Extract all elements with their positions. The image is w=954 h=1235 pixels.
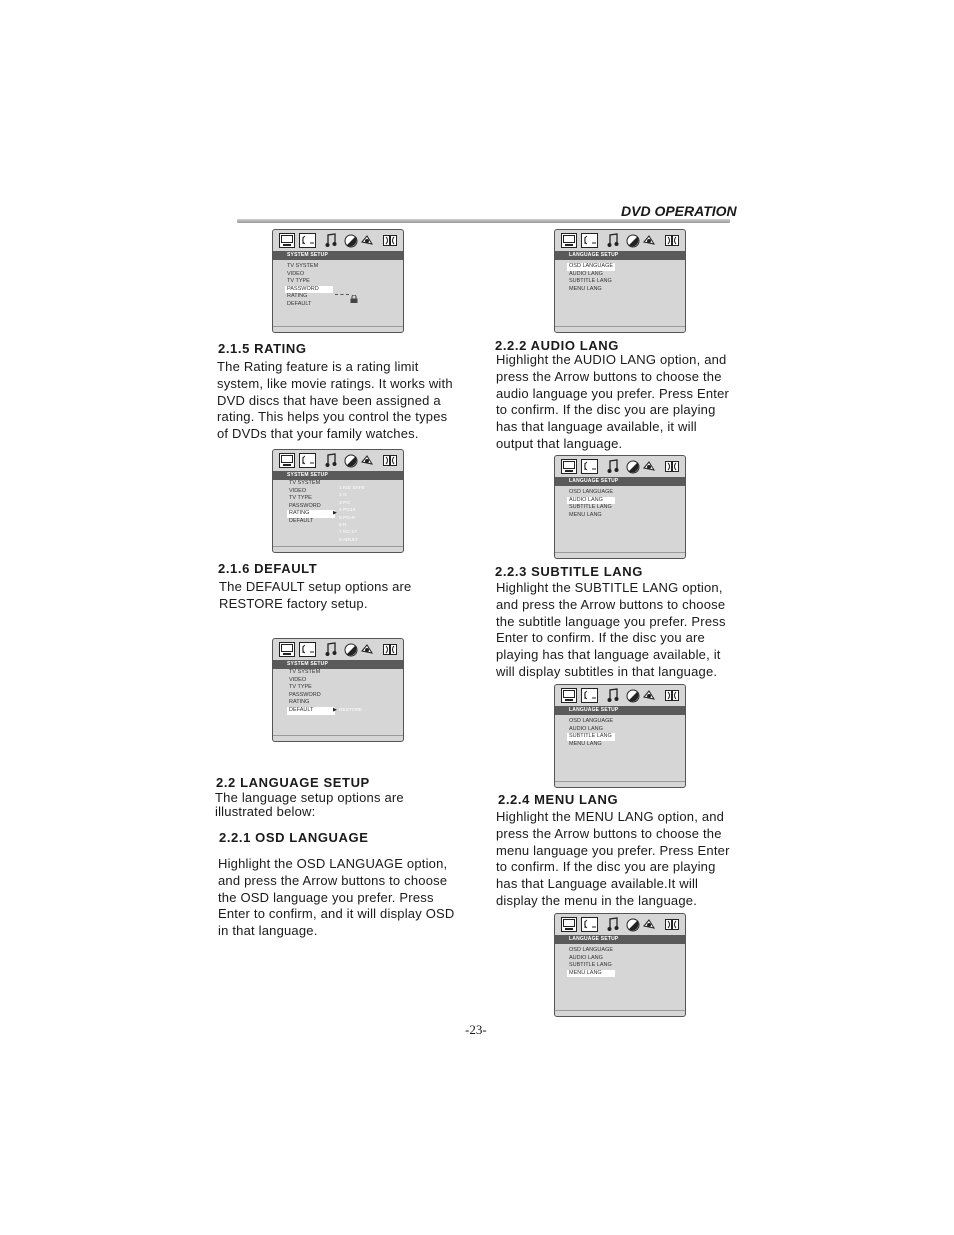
speaker-icon <box>360 642 374 657</box>
rating-option: 2 G <box>339 493 347 499</box>
menu-item: DEFAULT <box>289 517 314 524</box>
menu-item: OSD LANGUAGE <box>569 947 614 953</box>
menu-footer-line <box>555 781 685 782</box>
osd-language-heading: 2.2.1 OSD LANGUAGE <box>219 830 369 845</box>
menu-title: SYSTEM SETUP <box>287 472 329 478</box>
dolby-icon <box>664 459 680 474</box>
rating-option: 3 PG <box>339 500 350 506</box>
restore-option: RESTORE <box>339 708 363 713</box>
audio-lang-body: Highlight the AUDIO LANG option, and press the Arrow buttons to choose the audio language you prefer. Press Enter to confirm. If the disc you are playing has that language available, it will output that language. <box>496 352 730 451</box>
monitor-icon <box>561 233 577 248</box>
music-note-icon <box>325 453 337 468</box>
menu-item: SUBTITLE LANG <box>569 504 612 511</box>
osd-language-screen-menu <box>554 913 686 1017</box>
subtitle-lang-heading: 2.2.3 SUBTITLE LANG <box>495 564 643 579</box>
dolby-icon <box>664 233 680 248</box>
menu-title-bar <box>273 471 403 480</box>
rating-body: The Rating feature is a rating limit system, like movie ratings. It works with DVD discs that have been assigned a rating. This helps you control the types of DVDs that your family watches. <box>217 359 453 442</box>
menu-title-bar <box>555 251 685 260</box>
menu-item: DEFAULT <box>287 707 335 715</box>
speaker-icon <box>360 453 374 468</box>
speaker-icon <box>642 233 656 248</box>
menu-item: PASSWORD <box>285 286 333 294</box>
osd-language-screen-subtitle <box>554 684 686 788</box>
person-speaker-icon <box>581 459 598 474</box>
menu-title: LANGUAGE SETUP <box>569 478 619 484</box>
monitor-icon <box>561 917 577 932</box>
menu-title-bar <box>555 706 685 715</box>
contrast-icon <box>344 453 358 468</box>
lock-icon <box>350 290 358 308</box>
menu-item: TV TYPE <box>289 684 312 691</box>
menu-item: OSD LANGUAGE <box>569 489 614 495</box>
menu-title: LANGUAGE SETUP <box>569 936 619 942</box>
menu-item: MENU LANG <box>569 740 602 747</box>
password-connector <box>335 294 349 295</box>
rating-heading: 2.1.5 RATING <box>218 341 307 356</box>
speaker-icon <box>642 917 656 932</box>
menu-item: VIDEO <box>289 676 307 683</box>
menu-item: DEFAULT <box>287 300 312 307</box>
page-header-title: DVD OPERATION <box>621 203 737 219</box>
contrast-icon <box>344 642 358 657</box>
speaker-icon <box>360 233 374 248</box>
menu-footer-line <box>273 546 403 547</box>
menu-item: AUDIO LANG <box>567 497 615 505</box>
menu-footer-line <box>273 326 403 327</box>
rating-option: 1 KID SAFE <box>339 486 365 491</box>
music-note-icon <box>607 917 619 932</box>
monitor-icon <box>561 459 577 474</box>
dolby-icon <box>664 688 680 703</box>
monitor-icon <box>279 453 295 468</box>
menu-footer-line <box>555 1010 685 1011</box>
menu-item: RATING <box>289 699 310 706</box>
language-setup-heading: 2.2 LANGUAGE SETUP <box>216 775 370 790</box>
contrast-icon <box>626 233 640 248</box>
menu-item: MENU LANG <box>567 970 615 978</box>
menu-item: OSD LANGUAGE <box>569 718 614 724</box>
rating-options <box>339 485 365 544</box>
menu-title: SYSTEM SETUP <box>287 252 329 258</box>
menu-item: SUBTITLE LANG <box>567 733 615 741</box>
default-heading: 2.1.6 DEFAULT <box>218 561 318 576</box>
osd-rating-screen <box>272 449 404 553</box>
rating-option: 6 R <box>339 522 347 528</box>
menu-title-bar <box>273 660 403 669</box>
menu-item: MENU LANG <box>569 285 602 292</box>
menu-item: TV TYPE <box>287 278 310 285</box>
menu-item: SUBTITLE LANG <box>569 962 612 969</box>
menu-item: AUDIO LANG <box>569 725 603 732</box>
rating-option: 7 NC-17 <box>339 530 357 536</box>
dolby-icon <box>664 917 680 932</box>
osd-language-body: Highlight the OSD LANGUAGE option, and press the Arrow buttons to choose the OSD language you prefer. Press Enter to confirm, and it will display OSD in that language. <box>218 856 455 939</box>
menu-item: TV TYPE <box>289 495 312 502</box>
contrast-icon <box>344 233 358 248</box>
submenu-arrow-icon: ▶ <box>333 707 337 713</box>
menu-footer-line <box>555 326 685 327</box>
music-note-icon <box>607 459 619 474</box>
menu-title-bar <box>555 477 685 486</box>
speaker-icon <box>642 688 656 703</box>
menu-title: LANGUAGE SETUP <box>569 707 619 713</box>
menu-item: AUDIO LANG <box>569 954 603 961</box>
person-speaker-icon <box>299 453 316 468</box>
person-speaker-icon <box>581 233 598 248</box>
person-speaker-icon <box>581 917 598 932</box>
menu-item: TV SYSTEM <box>287 263 319 269</box>
osd-language-screen-audio <box>554 455 686 559</box>
person-speaker-icon <box>581 688 598 703</box>
person-speaker-icon <box>299 233 316 248</box>
menu-footer-line <box>555 552 685 553</box>
language-setup-body: The language setup options are illustrated below: <box>215 790 404 819</box>
contrast-icon <box>626 459 640 474</box>
menu-title: SYSTEM SETUP <box>287 661 329 667</box>
music-note-icon <box>607 688 619 703</box>
dolby-icon <box>382 453 398 468</box>
menu-item: PASSWORD <box>289 502 321 509</box>
music-note-icon <box>325 233 337 248</box>
rating-option: 8 ADULT <box>339 537 359 543</box>
page-number: -23- <box>465 1022 487 1037</box>
menu-lang-heading: 2.2.4 MENU LANG <box>498 792 619 807</box>
audio-lang-heading: 2.2.2 AUDIO LANG <box>495 338 619 353</box>
menu-item: RATING <box>287 510 335 518</box>
contrast-icon <box>626 688 640 703</box>
dolby-icon <box>382 233 398 248</box>
monitor-icon <box>279 233 295 248</box>
monitor-icon <box>561 688 577 703</box>
rating-option: 4 PG13 <box>339 508 356 514</box>
menu-item: TV SYSTEM <box>289 669 321 675</box>
menu-item: RATING <box>287 293 308 300</box>
default-body: The DEFAULT setup options are RESTORE factory setup. <box>219 579 412 611</box>
osd-language-screen-osd <box>554 229 686 333</box>
osd-default-screen <box>272 638 404 742</box>
menu-item: OSD LANGUAGE <box>569 263 614 269</box>
person-speaker-icon <box>299 642 316 657</box>
menu-item: MENU LANG <box>569 511 602 518</box>
menu-lang-body: Highlight the MENU LANG option, and press the Arrow buttons to choose the menu language you prefer. Press Enter to confirm. If the disc you are playing has that Language available.It will display the menu in the language. <box>496 809 730 908</box>
menu-item: VIDEO <box>287 270 305 277</box>
rating-option: 5 PG-R <box>339 515 355 521</box>
menu-item: TV SYSTEM <box>289 480 321 486</box>
subtitle-lang-body: Highlight the SUBTITLE LANG option, and press the Arrow buttons to choose the subtitle language you prefer. Press Enter to confirm. If the disc you are playing has that language available, it will display subtitles in that language. <box>496 580 726 679</box>
submenu-arrow-icon: ▶ <box>333 510 337 516</box>
menu-item: VIDEO <box>289 487 307 494</box>
contrast-icon <box>626 917 640 932</box>
header-rule <box>237 219 730 223</box>
menu-item: PASSWORD <box>289 691 321 698</box>
osd-password-screen <box>272 229 404 333</box>
speaker-icon <box>642 459 656 474</box>
monitor-icon <box>279 642 295 657</box>
menu-title: LANGUAGE SETUP <box>569 252 619 258</box>
menu-footer-line <box>273 735 403 736</box>
menu-item: AUDIO LANG <box>569 270 603 277</box>
dolby-icon <box>382 642 398 657</box>
music-note-icon <box>607 233 619 248</box>
menu-title-bar <box>555 935 685 944</box>
music-note-icon <box>325 642 337 657</box>
menu-title-bar <box>273 251 403 260</box>
menu-item: SUBTITLE LANG <box>569 278 612 285</box>
